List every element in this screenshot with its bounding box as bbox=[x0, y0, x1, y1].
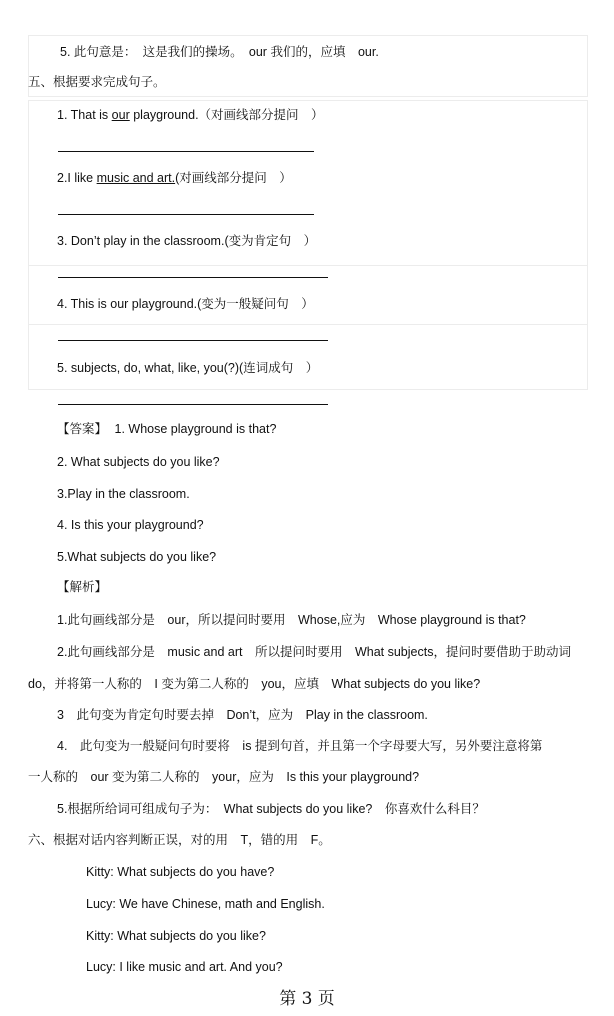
analysis-4a: 4. 此句变为一般疑问句时要将 is 提到句首，并且第一个字母要大写，另外要注意将第 bbox=[57, 739, 543, 753]
analysis-3: 3 此句变为肯定句时要去掉 Don’t，应为 Play in the classroom. bbox=[57, 708, 428, 722]
answer-2: 2. What subjects do you like? bbox=[57, 455, 220, 469]
dialogue-line-1: Kitty: What subjects do you have? bbox=[86, 865, 275, 879]
analysis-label: 【解析】 bbox=[57, 580, 108, 594]
question-2 bbox=[57, 170, 292, 186]
page-number: 第 3 页 bbox=[279, 989, 335, 1009]
section5-heading: 五、根据要求完成句子。 bbox=[28, 75, 166, 89]
question-2-underlined: music and art. bbox=[96, 171, 176, 185]
section6-heading: 六、根据对话内容判断正误，对的用 T，错的用 F。 bbox=[28, 833, 331, 847]
analysis-5: 5.根据所给词可组成句子为： What subjects do you like? 你喜欢什么科目？ bbox=[57, 802, 485, 816]
answer-blank-1[interactable] bbox=[58, 151, 314, 152]
answer-row-1 bbox=[57, 421, 276, 437]
question-1-underlined: our bbox=[111, 108, 130, 122]
answer-blank-2[interactable] bbox=[58, 214, 314, 215]
question-2-pre: 2.I like bbox=[57, 171, 97, 185]
answer-3: 3.Play in the classroom. bbox=[57, 487, 190, 501]
answer-4: 4. Is this your playground? bbox=[57, 518, 204, 532]
frame-q3 bbox=[28, 265, 588, 325]
question-4: 4. This is our playground.(变为一般疑问句 ） bbox=[57, 297, 314, 311]
question-1-pre: 1. That is bbox=[57, 108, 112, 122]
prev-item5: 5. 此句意是： 这是我们的操场。 our 我们的，应填 our. bbox=[60, 45, 379, 59]
question-1-post: playground.（对画线部分提问 ） bbox=[129, 108, 324, 122]
analysis-2b: do，并将第一人称的 I 变为第二人称的 you，应填 What subjects do you like? bbox=[28, 677, 481, 691]
question-1 bbox=[57, 107, 324, 123]
analysis-2a: 2.此句画线部分是 music and art 所以提问时要用 What subjects，提问时要借助于助动词 bbox=[57, 645, 571, 659]
dialogue-line-3: Kitty: What subjects do you like? bbox=[86, 929, 266, 943]
dialogue-line-4: Lucy: I like music and art. And you? bbox=[86, 960, 283, 974]
answer-blank-4[interactable] bbox=[58, 340, 328, 341]
question-3: 3. Don’t play in the classroom.(变为肯定句 ） bbox=[57, 234, 317, 248]
answer-blank-5[interactable] bbox=[58, 404, 328, 405]
question-2-post: (对画线部分提问 ） bbox=[175, 171, 292, 185]
answer-5: 5.What subjects do you like? bbox=[57, 550, 217, 564]
analysis-4b: 一人称的 our 变为第二人称的 your，应为 Is this your playground? bbox=[28, 770, 420, 784]
dialogue-line-2: Lucy: We have Chinese, math and English. bbox=[86, 897, 325, 911]
answer-1: 1. Whose playground is that? bbox=[114, 422, 277, 436]
question-5: 5. subjects, do, what, like, you(?)(连词成句 ） bbox=[57, 361, 319, 375]
analysis-1: 1.此句画线部分是 our，所以提问时要用 Whose,应为 Whose playground is that? bbox=[57, 613, 526, 627]
answer-blank-3[interactable] bbox=[58, 277, 328, 278]
answer-label: 【答案】 bbox=[57, 422, 108, 436]
